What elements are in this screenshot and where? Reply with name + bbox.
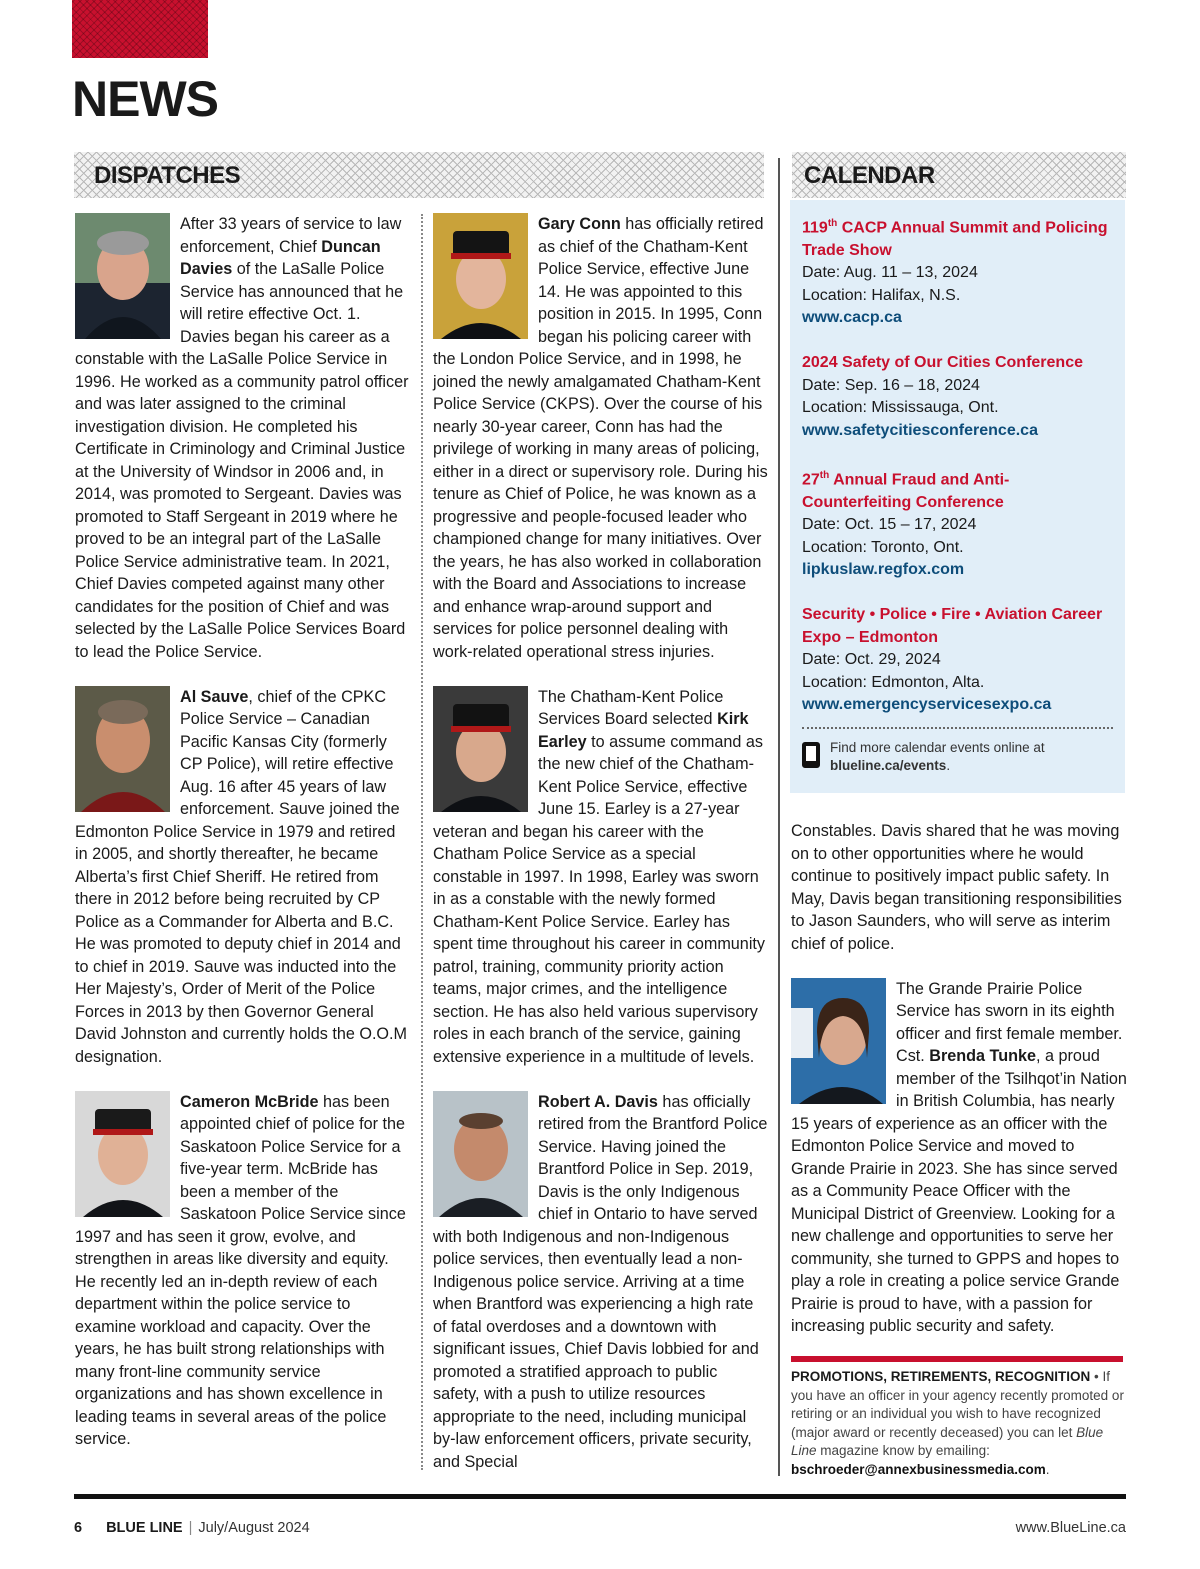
- event-date: Date: Sep. 16 – 18, 2024: [802, 376, 980, 394]
- page-number: 6: [74, 1520, 83, 1536]
- footer-rule: [74, 1494, 1126, 1499]
- event-location: Location: Halifax, N.S.: [802, 286, 961, 304]
- name-cameron-mcbride: Cameron McBride: [180, 1092, 319, 1111]
- calendar-event: [802, 465, 1113, 582]
- promo-rule: [791, 1356, 1123, 1362]
- event-title: 27th Annual Fraud and Anti-Counterfeiting Conference: [802, 469, 1010, 511]
- portrait-duncan-davies: [75, 213, 170, 339]
- magazine-name: Blue Line: [791, 1424, 1104, 1458]
- article-robert-davis: Robert A. Davis has officially retired from the Brantford Police Service. Having joined the Brantford Police in Sep. 2019, Davis is the only Indigenous chief in Ontario to have served with both Indigenous and non-Indigenous police services, then eventually lead a non-Indigenous police service. Arriving at a time when Brantford was experiencing a high rate of fatal overdoses and a downtown with significant issues, Chief Davis lobbied for and promoted a stratified approach to public safety, with a push to utilize resources appropriate to the need, including municipal by-law enforcement officers, private security, and Special: [433, 1092, 768, 1471]
- column-divider: [421, 214, 423, 1470]
- article-gary-conn: Gary Conn has officially retired as chief of the Chatham-Kent Police Service, effective June 14. He was appointed to this position in 2015. In 1995, Conn began his policing career with the London Police Service, and in 1998, he joined the newly amalgamated Chatham-Kent Police Service (CKPS). Over the course of his nearly 30-year career, Conn has had the privilege of working in many areas of policing, either in a direct or supervisory role. During his tenure as Chief of Police, he was known as a progressive and people-focused leader who championed change for many initiatives. Over the years, he has also worked in collaboration with the Board and Associations to increase and enhance wrap-around support and services for police personnel dealing with work-related operational stress injuries.: [433, 215, 768, 661]
- portrait-al-sauve: [75, 686, 170, 812]
- event-title: 119th CACP Annual Summit and Policing Trade Show: [802, 218, 1108, 259]
- name-al-sauve: Al Sauve: [180, 687, 249, 706]
- portrait-cameron-mcbride: [75, 1091, 170, 1217]
- promo-note: PROMOTIONS, RETIREMENTS, RECOGNITION • If you have an officer in your agency recently promoted or retiring or an individual you wish to have recognized (major award or recently deceased) you can let Blue Line magazine know by emailing: bschroeder@annexbusinessmedia.com.: [791, 1369, 1124, 1477]
- event-title: 2024 Safety of Our Cities Conference: [802, 354, 1083, 372]
- event-location: Location: Edmonton, Alta.: [802, 673, 985, 691]
- footer-separator: |: [188, 1520, 193, 1536]
- red-accent-block: [72, 0, 208, 58]
- event-date: Date: Oct. 29, 2024: [802, 651, 941, 669]
- tablet-icon: [802, 742, 820, 768]
- name-robert-davis: Robert A. Davis: [538, 1092, 658, 1111]
- name-duncan-davies: Duncan Davies: [180, 237, 381, 278]
- calendar-more-link[interactable]: blueline.ca/events: [830, 758, 947, 774]
- event-link[interactable]: www.emergencyservicesexpo.ca: [802, 696, 1052, 714]
- event-date: Date: Aug. 11 – 13, 2024: [802, 264, 978, 282]
- article-duncan-davies: After 33 years of service to law enforcement, Chief Duncan Davies of the LaSalle Police Service has announced that he will retire effective Oct. 1. Davies began his career as a constable with the LaSalle Police Service in 1996. He worked as a community patrol officer and was later assigned to the criminal investigation division. He completed his Certificate in Criminology and Criminal Justice at the University of Windsor in 2006 and, in 2014, was promoted to Sergeant. Davies was promoted to Staff Sergeant in 2019 where he proved to be an integral part of the LaSalle Police Service administrative team. In 2021, Chief Davies competed against many other candidates for the position of Chief and was selected by the LaSalle Police Services Board to lead the Police Service.: [75, 215, 409, 661]
- event-title: Security • Police • Fire • Aviation Career Expo – Edmonton: [802, 606, 1103, 646]
- article-cameron-mcbride: Cameron McBride has been appointed chief of police for the Saskatoon Police Service for a five-year term. McBride has been a member of the Saskatoon Police Service since 1997 and has seen it grow, evolve, and strengthen in areas like diversity and equity. He recently led an in-depth review of each department within the police service to examine workload and capacity. Over the years, he has built strong relationships with many front-line community service organizations and has shown excellence in leading teams in several areas of the police service.: [75, 1092, 406, 1448]
- event-location: Location: Mississauga, Ont.: [802, 399, 999, 417]
- calendar-header-band: [792, 152, 1126, 198]
- calendar-box: [790, 200, 1125, 793]
- article-kirk-earley: The Chatham-Kent Police Services Board selected Kirk Earley to assume command as the new chief of the Chatham-Kent Police Service, effective June 15. Earley is a 27-year veteran and began his career with the Chatham Police Service as a special constable in 1997. In 1998, Earley was sworn in as a constable with the newly formed Chatham-Kent Police Service. Earley has spent time throughout his career in community patrol, training, community priority action teams, major crimes, and the intelligence section. He has also held various supervisory roles in each branch of the service, gaining extensive experience in a multitude of levels.: [433, 687, 766, 1066]
- footer-issue: July/August 2024: [198, 1520, 310, 1536]
- section-title: NEWS: [72, 71, 218, 127]
- event-link[interactable]: lipkuslaw.regfox.com: [802, 561, 965, 579]
- name-brenda-tunke: Brenda Tunke: [929, 1047, 1037, 1065]
- dispatches-header-band: [74, 152, 764, 198]
- promo-email-link[interactable]: bschroeder@annexbusinessmedia.com: [791, 1461, 1046, 1477]
- event-link[interactable]: www.cacp.ca: [802, 309, 902, 327]
- footer-website[interactable]: www.BlueLine.ca: [1015, 1520, 1126, 1536]
- dispatches-column-1: [75, 213, 410, 1473]
- name-gary-conn: Gary Conn: [538, 215, 621, 233]
- article-robert-davis-continued: Constables. Davis shared that he was moving on to other opportunities where he would continue to positively impact public safety. In May, Davis began transitioning responsibilities to Jason Saunders, who will serve as interim chief of police.: [791, 822, 1122, 953]
- dispatches-heading: DISPATCHES: [94, 162, 241, 189]
- calendar-more-note: Find more calendar events online at blueline.ca/events.: [802, 739, 1113, 775]
- calendar-event: [802, 604, 1113, 717]
- name-kirk-earley: Kirk Earley: [538, 710, 749, 751]
- event-location: Location: Toronto, Ont.: [802, 538, 964, 556]
- article-brenda-tunke: The Grande Prairie Police Service has sworn in its eighth officer and first female member. Cst. Brenda Tunke, a proud member of the Tsilhqot’in Nation in British Columbia, has nearly 15 years of experience as an officer with the Edmonton Police Service and moved to Grande Prairie in 2023. She has since served as a Community Peace Officer with the Municipal District of Greenview. Looking for a new challenge and opportunities to serve her community, she turned to GPPS and hopes to play a role in creating a police service Grande Prairie is proud to have, with a passion for increasing public security and safety.: [791, 979, 1127, 1335]
- calendar-divider: [802, 727, 1113, 729]
- calendar-event: [802, 213, 1113, 330]
- calendar-column-rule: [778, 158, 780, 1476]
- event-link[interactable]: www.safetycitiesconference.ca: [802, 421, 1038, 439]
- event-date: Date: Oct. 15 – 17, 2024: [802, 516, 977, 534]
- calendar-heading: CALENDAR: [804, 162, 935, 189]
- portrait-robert-davis: [433, 1091, 528, 1217]
- dispatches-column-3: [791, 820, 1127, 1360]
- footer-brand: BLUE LINE: [106, 1520, 183, 1536]
- promo-heading: PROMOTIONS, RETIREMENTS, RECOGNITION: [791, 1369, 1091, 1384]
- calendar-event: [802, 352, 1113, 442]
- dispatches-column-2: [433, 213, 768, 1496]
- footer-left: [74, 1519, 310, 1537]
- portrait-gary-conn: [433, 213, 528, 339]
- portrait-kirk-earley: [433, 686, 528, 812]
- article-al-sauve: Al Sauve, chief of the CPKC Police Service – Canadian Pacific Kansas City (formerly CP Police), will retire effective Aug. 16 after 45 years of law enforcement. Sauve joined the Edmonton Police Service in 1979 and retired in 2005, and shortly thereafter, he became Alberta’s first Chief Sheriff. He retired from there in 2012 before being recruited by CP Police as a Commander for Alberta and B.C. He was promoted to deputy chief in 2014 and to chief in 2019. Sauve was inducted into the Her Majesty’s, Order of Merit of the Police Forces in 2013 by then Governor General David Johnston and currently holds the O.O.M designation.: [75, 687, 408, 1066]
- portrait-brenda-tunke: [791, 978, 886, 1104]
